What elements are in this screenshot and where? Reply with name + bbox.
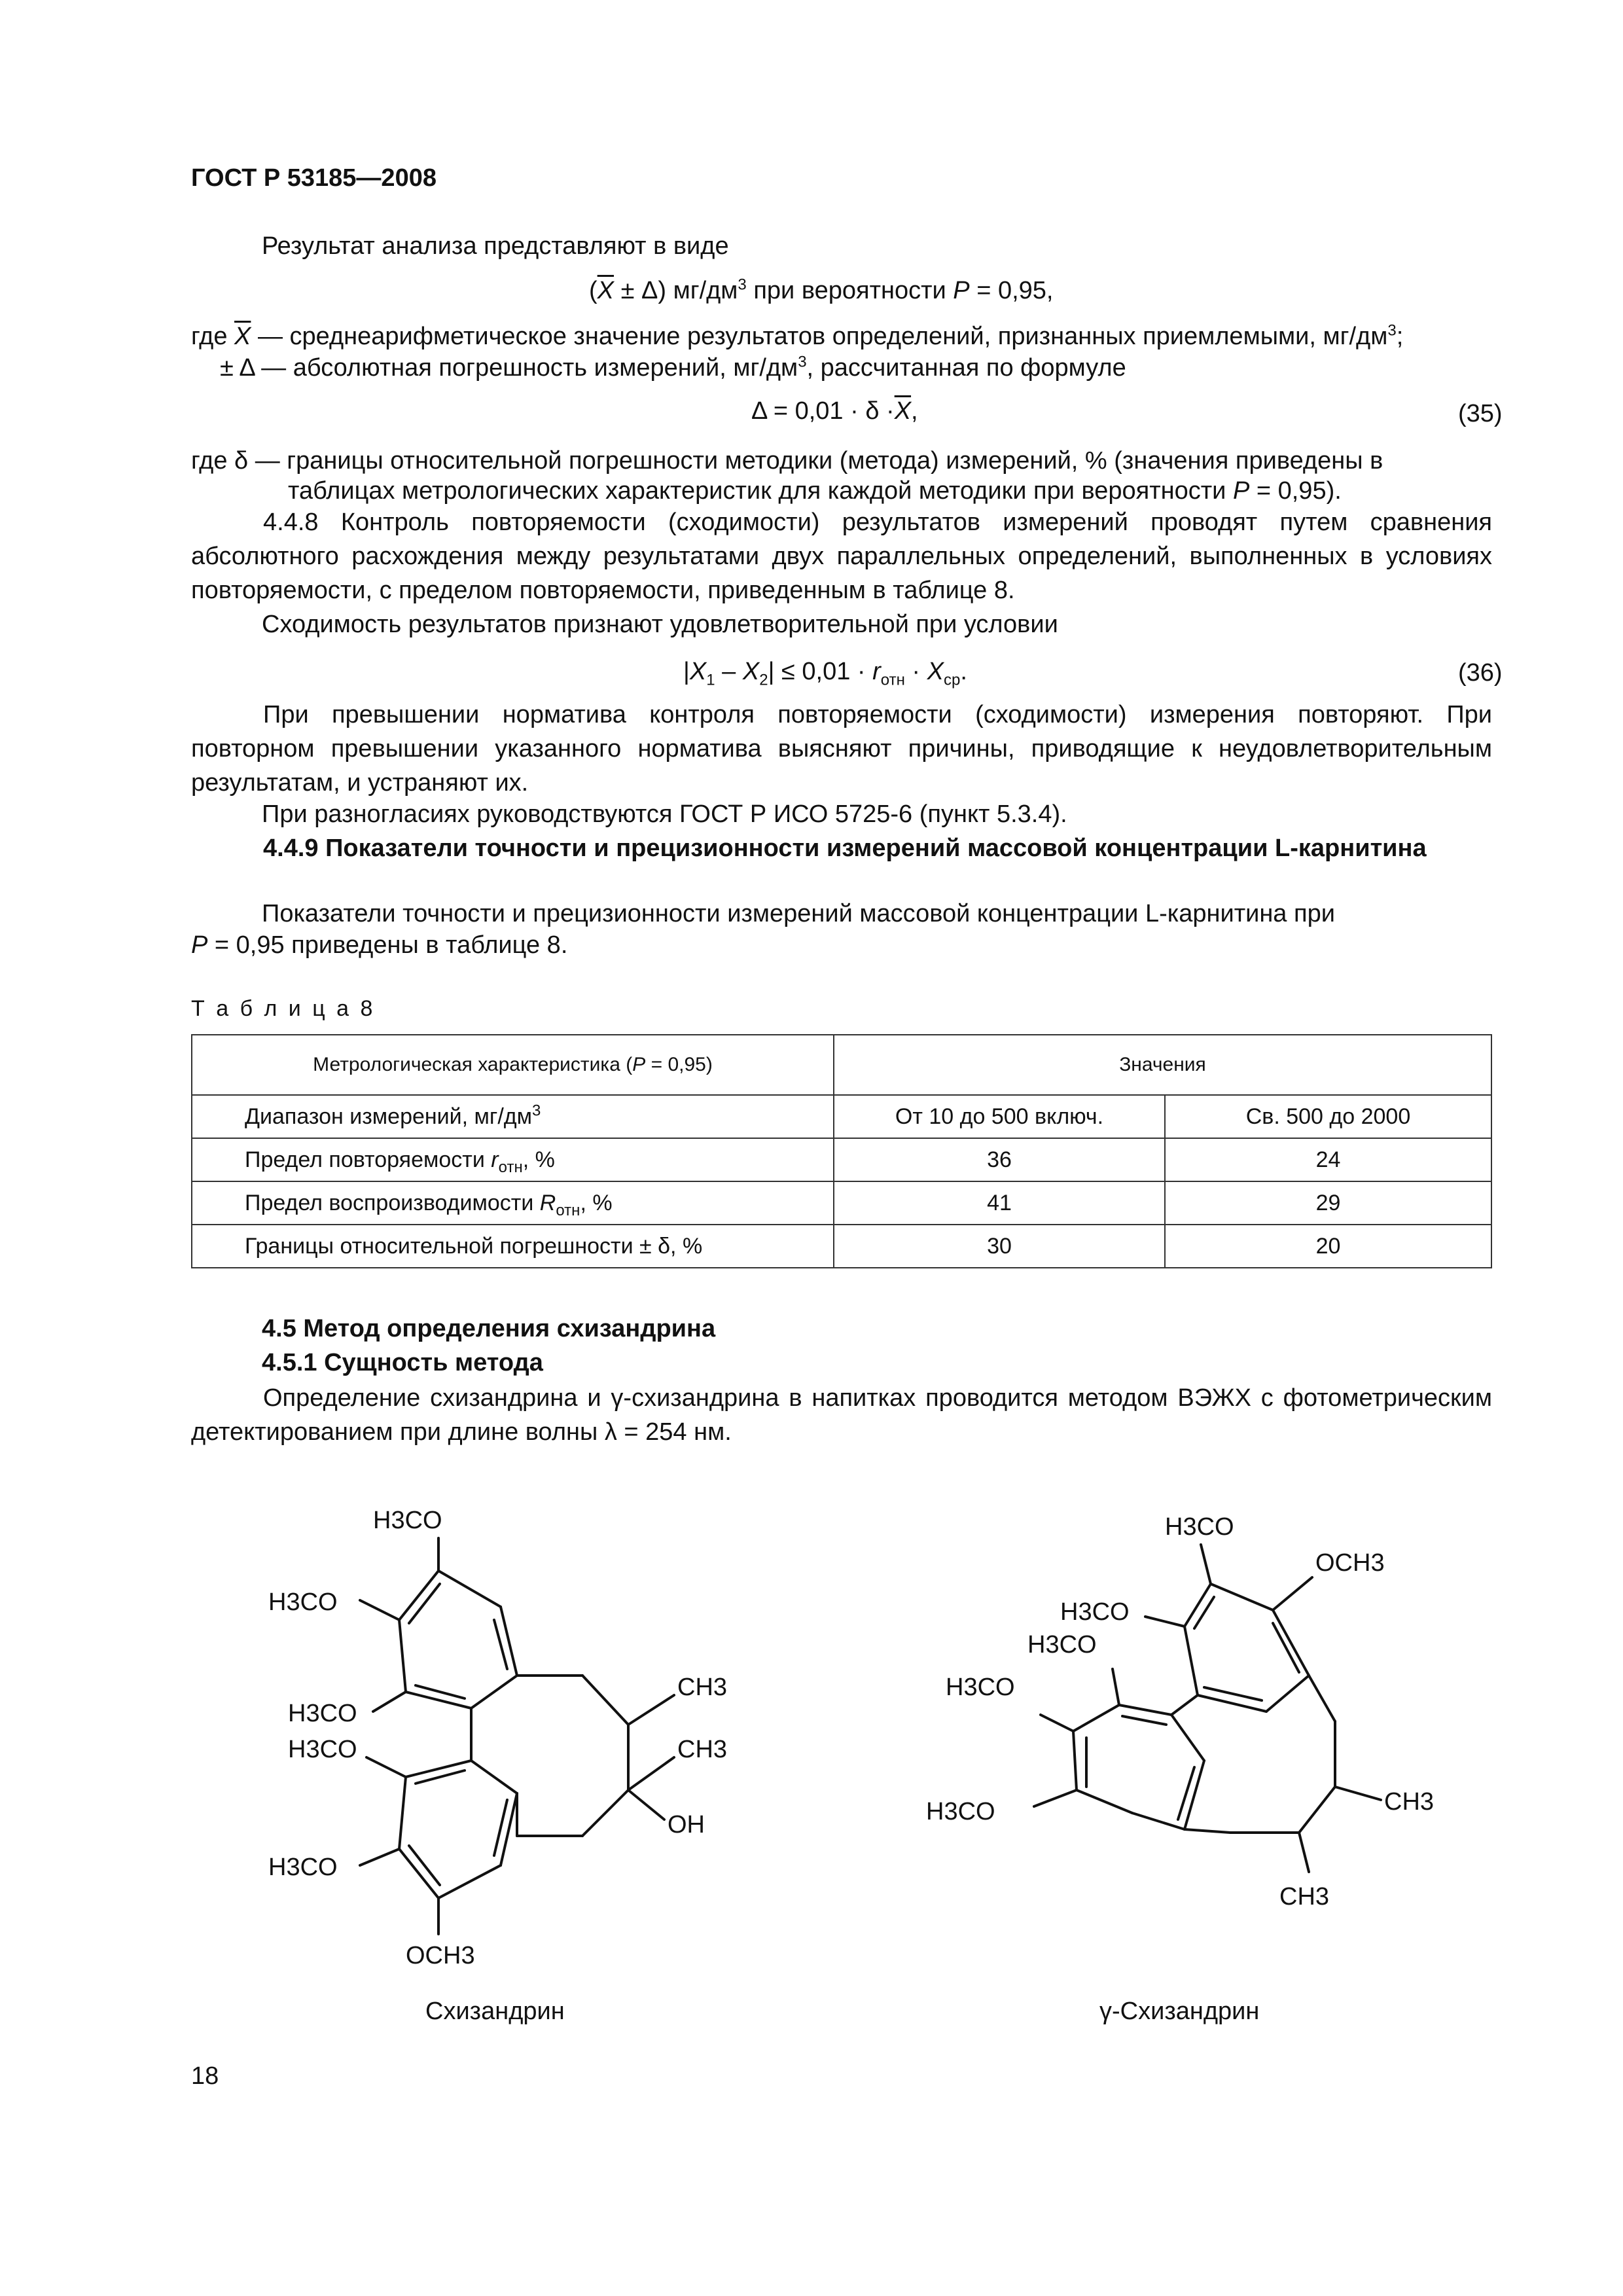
document-id: ГОСТ Р 53185—2008 [191, 164, 437, 192]
where-x-definition: где $\overline{X}$ — среднеарифметическое значение результатов определений, признанных приемлемыми, $мг/дм^3$; [191, 321, 1404, 350]
row-label: Диапазон измерений, $мг/дм^3$ [192, 1095, 834, 1138]
equation-35: $\Delta = 0,01 \cdot \delta \cdot\overline{X}$, [751, 397, 918, 425]
table-header-row [192, 1035, 1491, 1095]
section-4-4-9-paragraph: Показатели точности и прецизионности измерений массовой концентрации L-карнитина при [262, 900, 1335, 927]
h3co-label: H3CO [268, 1854, 338, 1881]
delta-definition: ± Δ — абсолютная погрешность измерений, $мг/дм^3$, рассчитанная по формуле [220, 353, 1126, 382]
row-label: Предел воспроизводимости $R_{отн}$, % [192, 1181, 834, 1225]
och3-label: OCH3 [1315, 1549, 1385, 1577]
h3co-label: H3CO [1165, 1513, 1234, 1541]
result-formula: $(\overline{X} \pm \Delta)$ $мг/дм^3$ при вероятности P = 0,95, [589, 276, 1054, 304]
schisandrin-structure [236, 1479, 825, 1996]
page-number: 18 [191, 2062, 219, 2090]
gamma-schisandrin-name: γ-Схизандрин [1099, 1998, 1260, 2025]
oh-label: OH [668, 1811, 705, 1839]
table-row [192, 1181, 1491, 1225]
ch3-label: CH3 [677, 1674, 728, 1701]
section-4-4-9-paragraph-cont: P = 0,95 приведены в таблице 8. [191, 931, 568, 959]
row-value-1: 30 [834, 1225, 1165, 1268]
schisandrin-name: Схизандрин [425, 1998, 565, 2025]
h3co-label: H3CO [946, 1674, 1015, 1701]
table-8 [191, 1034, 1492, 1268]
row-value-2: 29 [1165, 1181, 1491, 1225]
h3co-label: H3CO [926, 1798, 995, 1825]
gamma-schisandrin-structure [916, 1479, 1505, 1996]
h3co-label: H3CO [288, 1736, 357, 1763]
h3co-label: H3CO [1027, 1631, 1097, 1659]
ch3-label: CH3 [1279, 1883, 1330, 1910]
row-value-2: Св. 500 до 2000 [1165, 1095, 1491, 1138]
equation-35-number: (35) [1458, 400, 1503, 427]
result-intro: Результат анализа представляют в виде [262, 232, 729, 260]
table-row [192, 1138, 1491, 1181]
table-row [192, 1095, 1491, 1138]
section-4-4-9-heading: 4.4.9 Показатели точности и прецизионности измерений массовой концентрации L-карнитина [263, 834, 1427, 862]
section-4-5-1-heading: 4.5.1 Сущность метода [262, 1349, 543, 1376]
table-row [192, 1225, 1491, 1268]
table-caption: Т а б л и ц а 8 [191, 996, 376, 1021]
row-value-2: 24 [1165, 1138, 1491, 1181]
ch3-label: CH3 [1384, 1788, 1435, 1816]
h3co-label: H3CO [288, 1700, 357, 1727]
h3co-label: H3CO [268, 1588, 338, 1616]
equation-36: $|X_1 - X_2| \le 0,01 \cdot r_{отн} \cdot X_{ср}$. [683, 658, 967, 689]
row-value-2: 20 [1165, 1225, 1491, 1268]
exceed-paragraph: При превышении норматива контроля повторяемости (сходимости) измерения повторяют. При повторном превышении указанного норматива выясняют причины, приводящие к неудовлетворительным результатам, и устраняют их. [191, 701, 1492, 797]
section-4-4-8-paragraph: 4.4.8 Контроль повторяемости (сходимости) результатов измерений проводят путем сравнения абсолютного расхождения между результатами двух параллельных определений, выполненных в условиях повторяемости, с пределом повторяемости, приведенным в таблице 8. [191, 509, 1492, 604]
ch3-label: CH3 [677, 1736, 728, 1763]
dispute-paragraph: При разногласиях руководствуются ГОСТ Р ИСО 5725-6 (пункт 5.3.4). [262, 800, 1067, 828]
h3co-label: H3CO [1060, 1598, 1130, 1626]
row-value-1: От 10 до 500 включ. [834, 1095, 1165, 1138]
row-value-1: 41 [834, 1181, 1165, 1225]
row-label: Границы относительной погрешности ± δ, % [192, 1225, 834, 1268]
delta-bound-definition-cont: таблицах метрологических характеристик для каждой методики при вероятности P = 0,95). [288, 477, 1342, 505]
och3-label: OCH3 [406, 1942, 475, 1969]
row-label: Предел повторяемости $r_{отн}$, % [192, 1138, 834, 1181]
delta-bound-definition: где δ — границы относительной погрешности методики (метода) измерений, % (значения приведены в [191, 447, 1383, 475]
h3co-label: H3CO [373, 1507, 442, 1534]
condition-text: Сходимость результатов признают удовлетворительной при условии [262, 611, 1058, 638]
section-4-5-1-paragraph: Определение схизандрина и γ-схизандрина в напитках проводится методом ВЭЖХ с фотометрическим детектированием при длине волны λ = 254 нм. [191, 1384, 1492, 1446]
equation-36-number: (36) [1458, 659, 1503, 687]
row-value-1: 36 [834, 1138, 1165, 1181]
section-4-5-heading: 4.5 Метод определения схизандрина [262, 1315, 716, 1342]
header-characteristic: Метрологическая характеристика (P = 0,95) [192, 1035, 834, 1095]
header-values: Значения [834, 1035, 1491, 1095]
